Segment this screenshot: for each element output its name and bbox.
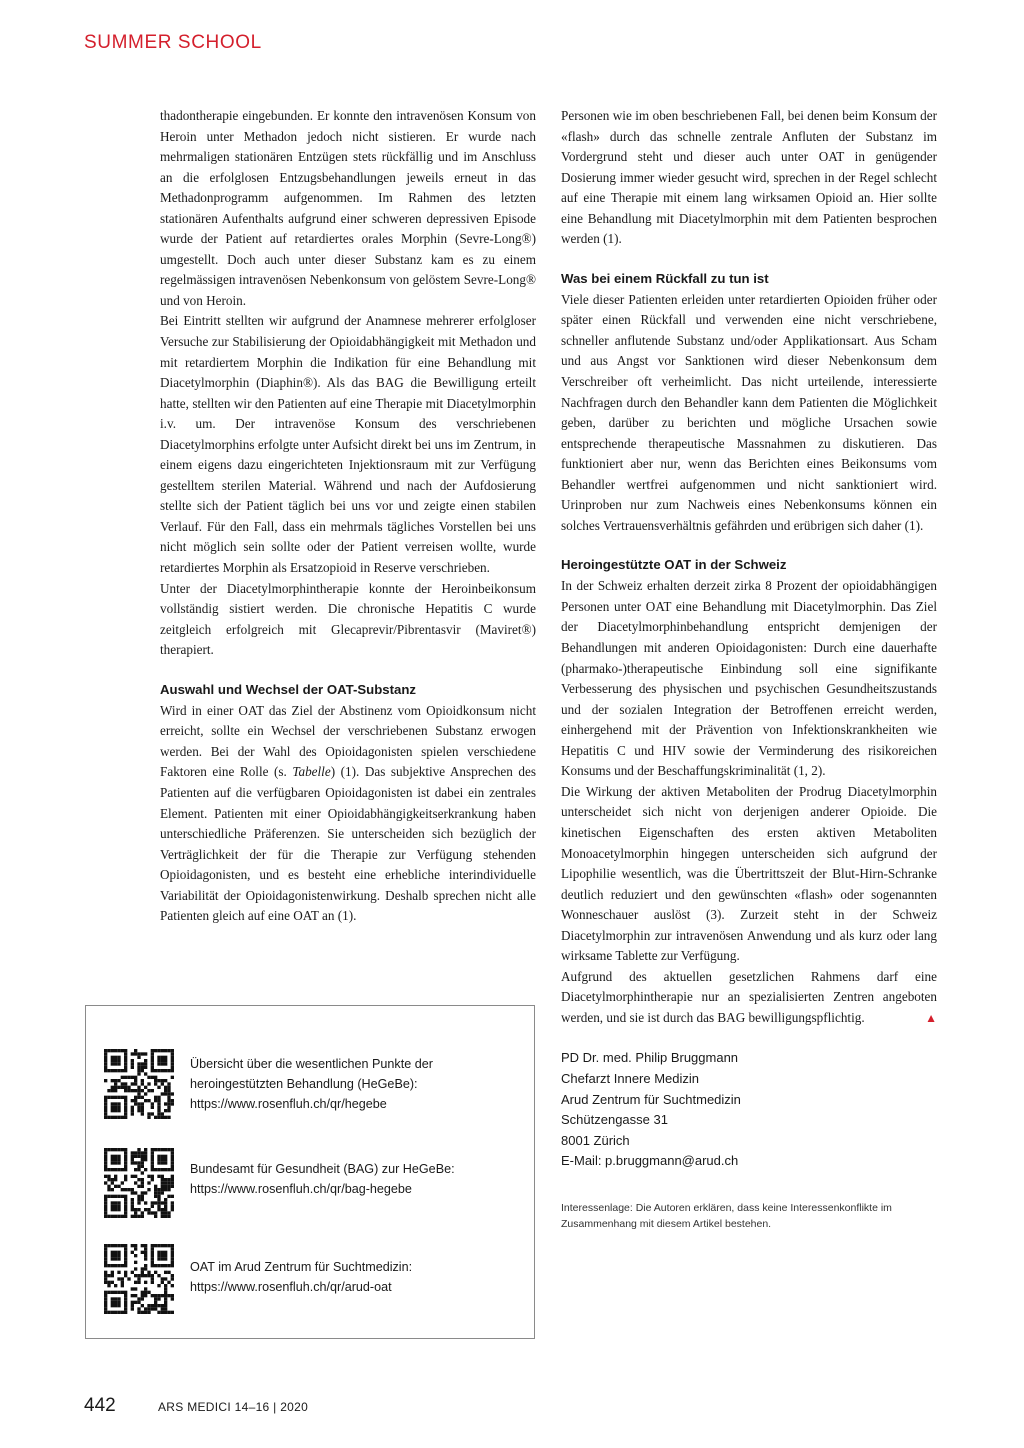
qr-description: Bundesamt für Gesundheit (BAG) zur HeGeBe: (190, 1162, 455, 1176)
journal-citation: ARS MEDICI 14–16 | 2020 (158, 1400, 309, 1414)
author-name: PD Dr. med. Philip Bruggmann (561, 1050, 739, 1066)
author-email[interactable]: E-Mail: p.bruggmann@arud.ch (561, 1153, 739, 1169)
author-city: 8001 Zürich (561, 1132, 630, 1148)
paragraph: Die Wirkung der aktiven Metaboliten der Prodrug Diacetylmorphin unterscheidet sich nicht von derjenigen anderer Opioide. Die kinetischen Eigenschaften des ersten aktiven Metaboliten Monoacetylmorphin hingegen unterscheiden sich aufgrund der Lipophilie wesentlich, was die Übertrittszeit der Blut-Hirn-Schranke deutlich reduziert und den gewünschten «flash» oder sogenannten Wonneschauer auslöst (3). Zurzeit steht in der Schweiz Diacetylmorphin zur intravenösen Anwendung und als kurz oder lang wirksame Tablette zur Verfügung. (561, 783, 937, 964)
qr-item-text (190, 1159, 510, 1199)
table-reference: Tabelle (292, 764, 331, 780)
qr-link[interactable]: https://www.rosenfluh.ch/qr/hegebe (190, 1097, 387, 1111)
author-street: Schützengasse 31 (561, 1112, 668, 1128)
paragraph: Personen wie im oben beschriebenen Fall, bei denen beim Konsum der «flash» durch das schnelle zentrale Anfluten der Substanz im Vordergrund steht und dieser auch unter OAT in genügender Dosierung immer wieder gesucht wird, sprechen in der Regel schlecht auf eine Therapie mit einem lang wirksamen Opioid an. Hier sollte eine Behandlung mit Diacetylmorphin mit dem Patienten besprochen werden (1). (561, 108, 937, 247)
section-heading: Auswahl und Wechsel der OAT-Substanz (160, 681, 416, 697)
qr-code-icon[interactable] (104, 1148, 174, 1218)
section-heading: Heroingestützte OAT in der Schweiz (561, 557, 787, 573)
qr-code-icon[interactable] (104, 1049, 174, 1119)
paragraph: In der Schweiz erhalten derzeit zirka 8 Prozent der opioidabhängigen Personen unter OAT eine Behandlung mit Diacetylmorphin. Das Ziel der Diacetylmorphinbehandlung entspricht demjenigen der Behandlungen mit anderen Opioidagonisten: Durch eine dauerhafte (pharmako-)therapeutische Einbindung soll eine signifikante Verbesserung des physischen und psychischen Gesundheitszustands und der sozialen Integration der Betroffenen erreicht werden, einhergehend mit der Prävention von Infektionskrankheiten wie Hepatitis C und HIV sowie der Verminderung des risikoreichen Konsums und der Beschaffungskriminalität (1, 2). (561, 578, 937, 779)
qr-item[interactable] (104, 1148, 524, 1228)
qr-item-text (190, 1054, 510, 1114)
paragraph: thadontherapie eingebunden. Er konnte den intravenösen Konsum von Heroin unter Methadon jedoch nicht sistieren. Er wurde nach mehrmaligen stationären Entzügen stets rückfällig und im Anschluss an die erfolglosen Entzugsbehandlungen jeweils erneut in das Methadonprogramm aufgenommen. Im Rahmen des letzten stationären Aufenthalts aufgrund einer schweren depressiven Episode wurde der Patient auf retardiertes orales Morphin (Sevre-Long®) umgestellt. Doch auch unter dieser Substanz kam es zu einem regelmässigen intravenösen Nebenkonsum von gelöstem Sevre-Long® und von Heroin. (160, 108, 536, 308)
author-role: Chefarzt Innere Medizin (561, 1071, 700, 1087)
paragraph: Aufgrund des aktuellen gesetzlichen Rahmens darf eine Diacetylmorphintherapie nur an spezialisierten Zentren angeboten werden, und sie ist durch das BAG bewilligungspflichtig. ▲ (561, 967, 937, 1029)
left-column (160, 106, 536, 927)
qr-item[interactable] (104, 1244, 524, 1324)
conflict-of-interest-note: Interessenlage: Die Autoren erklären, dass keine Interessenkonflikte im Zusammenhang mit diesem Artikel bestehen. (561, 1201, 892, 1230)
page-number: 442 (84, 1395, 116, 1416)
qr-code-icon[interactable] (104, 1244, 174, 1314)
paragraph: Unter der Diacetylmorphintherapie konnte der Heroinbeikonsum vollständig sistiert werden. Die chronische Hepatitis C wurde zeitgleich erfolgreich mit Glecaprevir/Pibrentasvir (Maviret®) therapiert. (160, 580, 536, 658)
qr-link[interactable]: https://www.rosenfluh.ch/qr/arud-oat (190, 1280, 392, 1294)
author-block (561, 1048, 937, 1172)
section-heading: Was bei einem Rückfall zu tun ist (561, 270, 769, 286)
section-header: SUMMER SCHOOL (84, 32, 262, 53)
right-column (561, 106, 937, 1232)
qr-link[interactable]: https://www.rosenfluh.ch/qr/bag-hegebe (190, 1182, 412, 1196)
qr-description: Übersicht über die wesentlichen Punkte der heroingestützten Behandlung (HeGeBe): (190, 1057, 433, 1091)
author-institution: Arud Zentrum für Suchtmedizin (561, 1091, 741, 1107)
qr-description: OAT im Arud Zentrum für Suchtmedizin: (190, 1260, 413, 1274)
qr-item[interactable] (104, 1049, 524, 1129)
qr-item-text (190, 1257, 510, 1297)
end-of-article-icon: ▲ (925, 1010, 937, 1025)
paragraph: Wird in einer OAT das Ziel der Abstinenz vom Opioidkonsum nicht erreicht, sollte ein Wechsel der verschriebenen Substanz erwogen werden. Bei der Wahl des Opioidagonisten spielen verschiedene Faktoren eine Rolle (s. Tabelle) (1). Das subjektive Ansprechen des Patienten auf die verfügbaren Opioidagonisten ist dabei ein zentrales Element. Patienten mit einer Opioidabhängigkeitserkrankung haben unterschiedliche Präferenzen. Sie unterscheiden sich bezüglich der Verträglichkeit der für die Therapie zur Verfügung stehenden Opioidagonisten, und es besteht eine erhebliche interindividuelle Variabilität der Opioidagonistenwirkung. Deshalb sprechen nicht alle Patienten gleich auf eine OAT an (1). (160, 702, 536, 924)
qr-info-box (85, 1005, 535, 1339)
paragraph: Bei Eintritt stellten wir aufgrund der Anamnese mehrerer erfolgloser Versuche zur Stabilisierung der Opioidabhängigkeit mit Methadon und mit retardiertem Morphin die Indikation für eine Behandlung mit Diacetylmorphin (Diaphin®). Als das BAG die Bewilligung erteilt hatte, stellten wir den Patienten auf eine Therapie mit Diacetylmorphin i.v. um. Der intravenöse Konsum des verschriebenen Diacetylmorphins erfolgte unter Aufsicht direkt bei uns im Zentrum, in einem eigens dazu eingerichteten Injektionsraum mit zur Verfügung gestelltem sterilen Material. Während und nach der Aufdosierung stellte sich der Patient täglich bei uns vor und zeigte einen stabilen Verlauf. Für den Fall, dass ein mehrmals tägliches Vorstellen bei uns nicht möglich sein sollte oder der Patient verreisen wollte, wurde retardiertes Morphin als Ersatzopioid in Reserve verschrieben. (160, 313, 536, 576)
paragraph: Viele dieser Patienten erleiden unter retardierten Opioiden früher oder später einen Rückfall und verwenden eine nicht verschriebene, schneller anflutende Substanz und/oder Applikationsart. Aus Scham und aus Angst vor Sanktionen wird dieser Nebenkonsum dem Verschreiber oft verheimlicht. Das nicht urteilende, interessierte Nachfragen durch den Behandler kann dem Patienten die Möglichkeit geben, darüber zu berichten und mögliche Ursachen sowie entsprechende therapeutische Massnahmen zu diskutieren. Das funktioniert aber nur, wenn das Berichten eines Beikonsums vom Behandler wertfrei aufgenommen und nicht sanktioniert wird. Urinproben nur zum Nachweis eines Nebenkonsums können ein solches Vertrauensverhältnis gefährden und erübrigen sich daher (1). (561, 291, 937, 533)
